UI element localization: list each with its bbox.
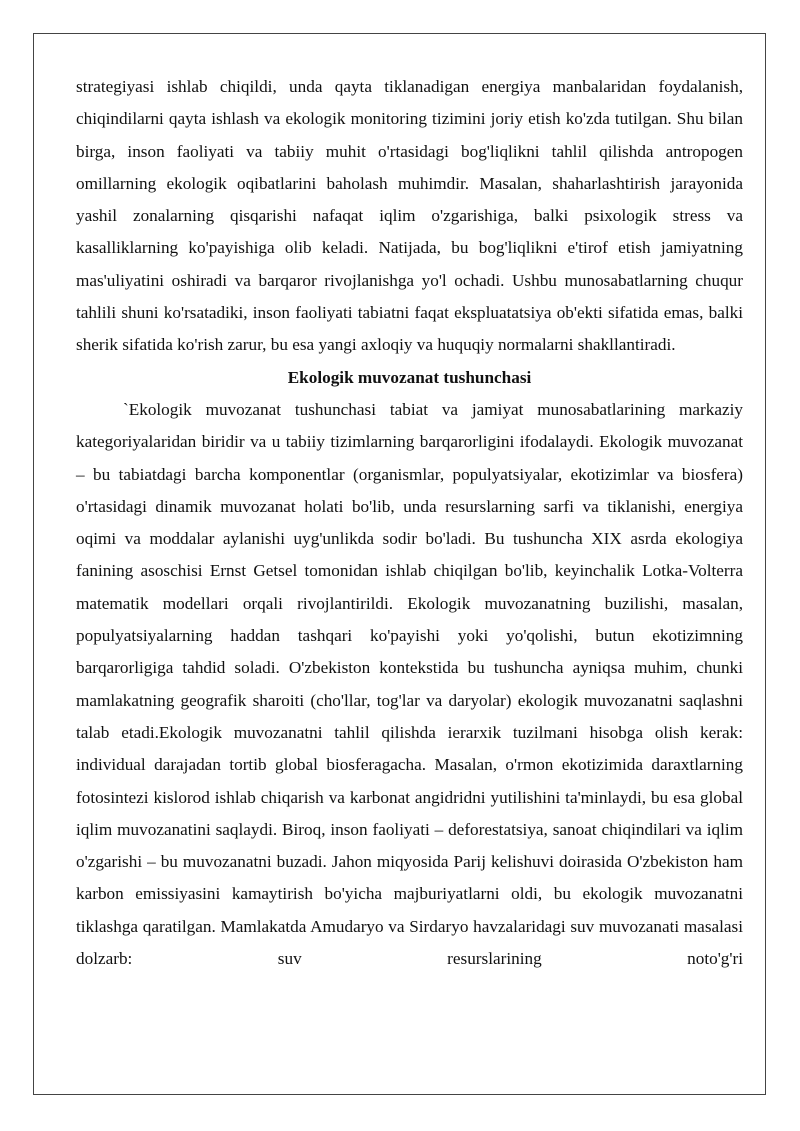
section-heading: Ekologik muvozanat tushunchasi xyxy=(287,367,532,387)
document-body xyxy=(76,71,743,975)
paragraph-intro-continuation: strategiyasi ishlab chiqildi, unda qayta tiklanadigan energiya manbalaridan foydalanish, chiqindilarni qayta ishlash va ekologik monitoring tizimini joriy etish ko'zda tutilgan. Shu bilan birga, inson faoliyati va tabiiy muhit o'rtasidagi bog'liqlikni tahlil qilishda antropogen omillarning ekologik oqibatlarini baholash muhimdir. Masalan, shaharlashtirish jarayonida yashil zonalarning qisqarishi nafaqat iqlim o'zgarishiga, balki psixologik stress va kasalliklarning ko'payishiga olib keladi. Natijada, bu bog'liqlikni e'tirof etish jamiyatning mas'uliyatini oshiradi va barqaror rivojlanishga yo'l ochadi. Ushbu munosabatlarning chuqur tahlili shuni ko'rsatadiki, inson faoliyati tabiatni faqat ekspluatatsiya ob'ekti sifatida emas, balki sherik sifatida ko'rish zarur, bu esa yangi axloqiy va huquqiy normalarni shakllantiradi. xyxy=(76,77,743,355)
paragraph-ecological-balance: `Ekologik muvozanat tushunchasi tabiat va jamiyat munosabatlarining markaziy kategoriyalaridan biridir va u tabiiy tizimlarning barqarorligini ifodalaydi. Ekologik muvozanat – bu tabiatdagi barcha komponentlar (organismlar, populyatsiyalar, ekotizimlar va biosfera) o'rtasidagi dinamik muvozanat holati bo'lib, unda resurslarning sarfi va tiklanishi, energiya oqimi va moddalar aylanishi uyg'unlikda sodir bo'ladi. Bu tushuncha XIX asrda ekologiya fanining asoschisi Ernst Getsel tomonidan ishlab chiqilgan bo'lib, keyinchalik Lotka-Volterra matematik modellari orqali rivojlantirildi. Ekologik muvozanatning buzilishi, masalan, populyatsiyalarning haddan tashqari ko'payishi yoki yo'qolishi, butun ekotizimning barqarorligiga tahdid soladi. O'zbekiston kontekstida bu tushuncha ayniqsa muhim, chunki mamlakatning geografik sharoiti (cho'llar, tog'lar va daryolar) ekologik muvozanatni saqlashni talab etadi.Ekologik muvozanatni tahlil qilishda ierarxik tuzilmani hisobga olish kerak: individual darajadan tortib global biosferagacha. Masalan, o'rmon ekotizimida daraxtlarning fotosintezi kislorod ishlab chiqarish va karbonat angidridni yutilishini ta'minlaydi, bu esa global iqlim muvozanatini saqlaydi. Biroq, inson faoliyati – deforestatsiya, sanoat chiqindilari va iqlim o'zgarishi – bu muvozanatni buzadi. Jahon miqyosida Parij kelishuvi doirasida O'zbekiston ham karbon emissiyasini kamaytirish bo'yicha majburiyatlarni oldi, bu ekologik muvozanatni tiklashga qaratilgan. Mamlakatda Amudaryo va Sirdaryo havzalaridagi suv muvozanati masalasi dolzarb: suv resurslarining noto'g'ri xyxy=(76,399,743,969)
